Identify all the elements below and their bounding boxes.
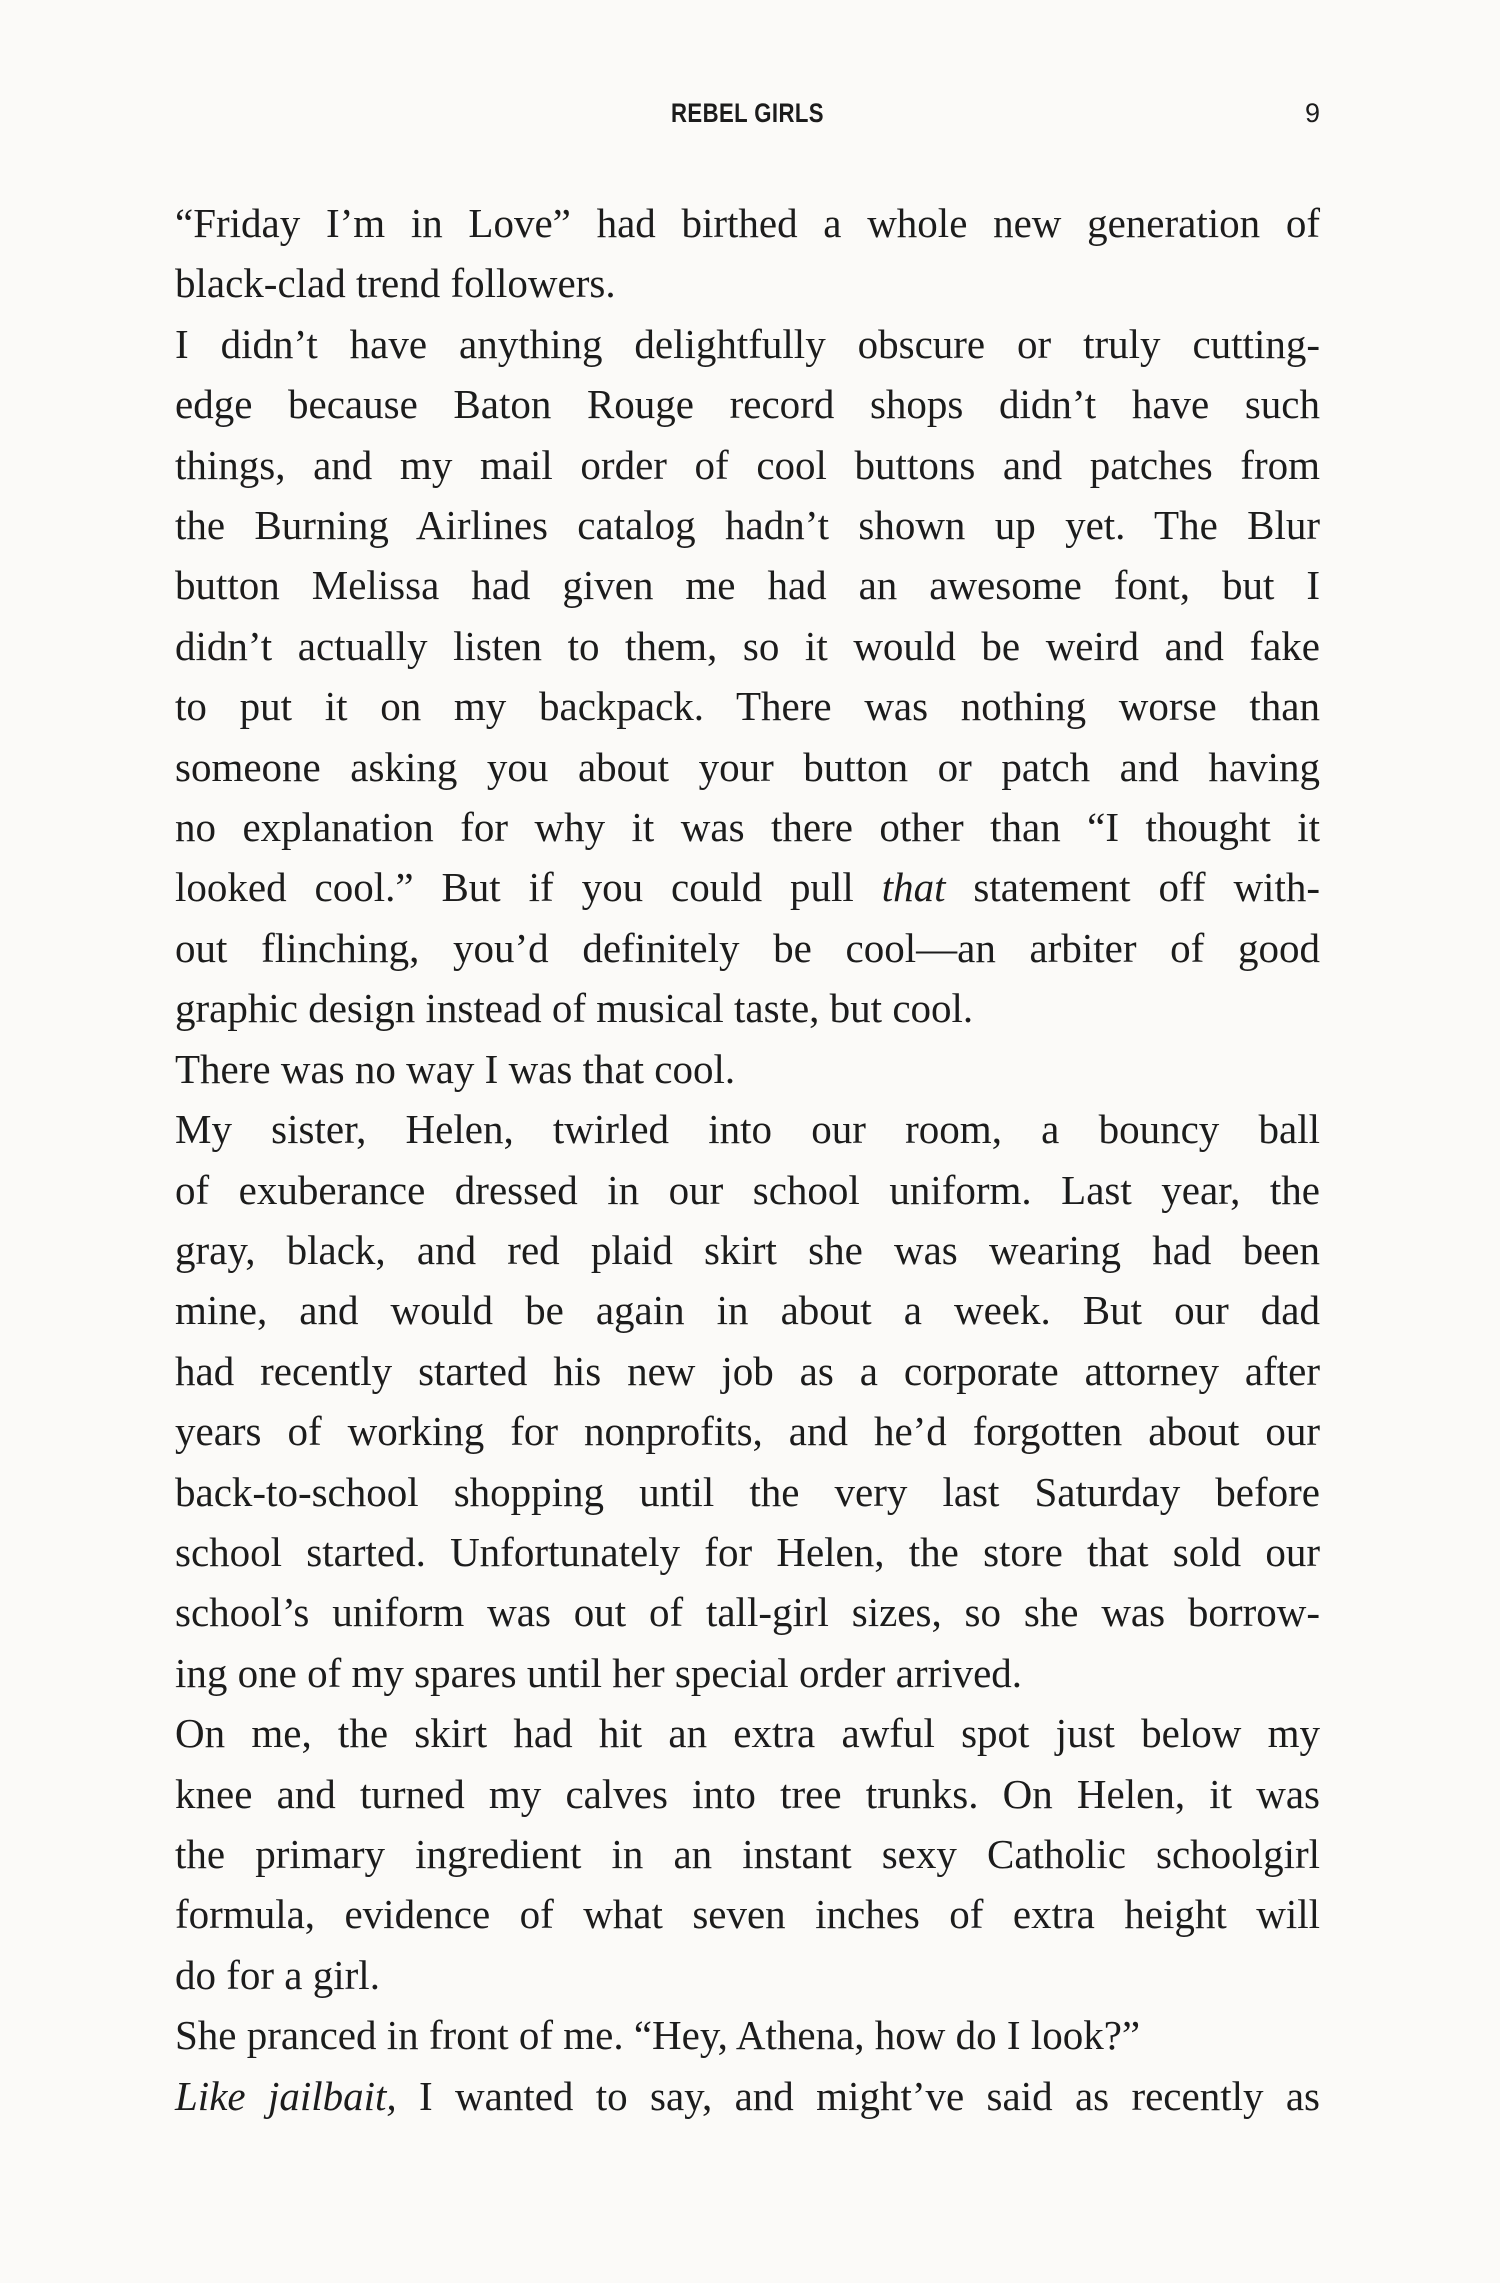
text-line: no explanation for why it was there other than “I thought it <box>175 804 1320 851</box>
text-line: edge because Baton Rouge record shops didn’t have such <box>175 381 1320 428</box>
text-line <box>175 857 1320 917</box>
text-line: “Friday I’m in Love” had birthed a whole new generation of <box>175 200 1320 246</box>
running-head: REBEL GIRLS <box>671 98 824 128</box>
text-line: the Burning Airlines catalog hadn’t shown up yet. The Blur <box>175 502 1320 549</box>
paragraph <box>175 1039 1320 1099</box>
italic-text: Like jailbait, <box>175 2072 397 2119</box>
text-line: of exuberance dressed in our school uniform. Last year, the <box>175 1166 1320 1213</box>
text-line: black-clad trend followers. <box>175 260 616 307</box>
text-line: On me, the skirt had hit an extra awful spot just below my <box>175 1710 1320 1757</box>
text-line: There was no way I was that cool. <box>175 1045 736 1092</box>
text-line: had recently started his new job as a corporate attorney after <box>175 1347 1320 1394</box>
text-line: the primary ingredient in an instant sexy Catholic schoolgirl <box>175 1830 1320 1877</box>
paragraph <box>175 314 1320 1039</box>
text-line: ing one of my spares until her special order arrived. <box>175 1649 1023 1696</box>
text-line: My sister, Helen, twirled into our room, a bouncy ball <box>175 1106 1320 1153</box>
paragraph <box>175 193 1320 314</box>
text-segment: I wanted to say, and might’ve said as recently as <box>396 2072 1320 2119</box>
text-line: school’s uniform was out of tall-girl sizes, so she was borrow- <box>175 1589 1320 1636</box>
text-line: She pranced in front of me. “Hey, Athena, how do I look?” <box>175 2012 1141 2059</box>
text-line: button Melissa had given me had an awesome font, but I <box>175 562 1320 609</box>
page-number: 9 <box>1304 98 1320 128</box>
italic-text: that <box>881 864 946 911</box>
paragraph <box>175 2005 1320 2065</box>
text-line: school started. Unfortunately for Helen, the store that sold our <box>175 1528 1320 1575</box>
page-header <box>175 90 1320 136</box>
text-line: knee and turned my calves into tree trunks. On Helen, it was <box>175 1770 1320 1817</box>
text-line <box>175 2066 1320 2126</box>
paragraph <box>175 1099 1320 1703</box>
text-line: I didn’t have anything delightfully obscure or truly cutting- <box>175 320 1320 367</box>
body-text <box>175 193 1320 2126</box>
text-line: mine, and would be again in about a week. But our dad <box>175 1287 1320 1334</box>
paragraph <box>175 1703 1320 2005</box>
text-line: formula, evidence of what seven inches of extra height will <box>175 1891 1320 1938</box>
text-line: things, and my mail order of cool buttons and patches from <box>175 441 1320 488</box>
text-line: do for a girl. <box>175 1951 380 1998</box>
text-line: gray, black, and red plaid skirt she was wearing had been <box>175 1226 1320 1273</box>
paragraph <box>175 2066 1320 2126</box>
text-line: years of working for nonprofits, and he’d forgotten about our <box>175 1408 1320 1455</box>
text-line: someone asking you about your button or patch and having <box>175 743 1320 790</box>
text-line: didn’t actually listen to them, so it would be weird and fake <box>175 622 1320 669</box>
text-line: out flinching, you’d definitely be cool—an arbiter of good <box>175 924 1320 971</box>
text-line: to put it on my backpack. There was nothing worse than <box>175 683 1320 730</box>
text-line: graphic design instead of musical taste, but cool. <box>175 985 974 1032</box>
text-segment: looked cool.” But if you could pull <box>175 864 882 911</box>
text-segment: statement off with- <box>945 864 1320 911</box>
text-line: back-to-school shopping until the very last Saturday before <box>175 1468 1320 1515</box>
